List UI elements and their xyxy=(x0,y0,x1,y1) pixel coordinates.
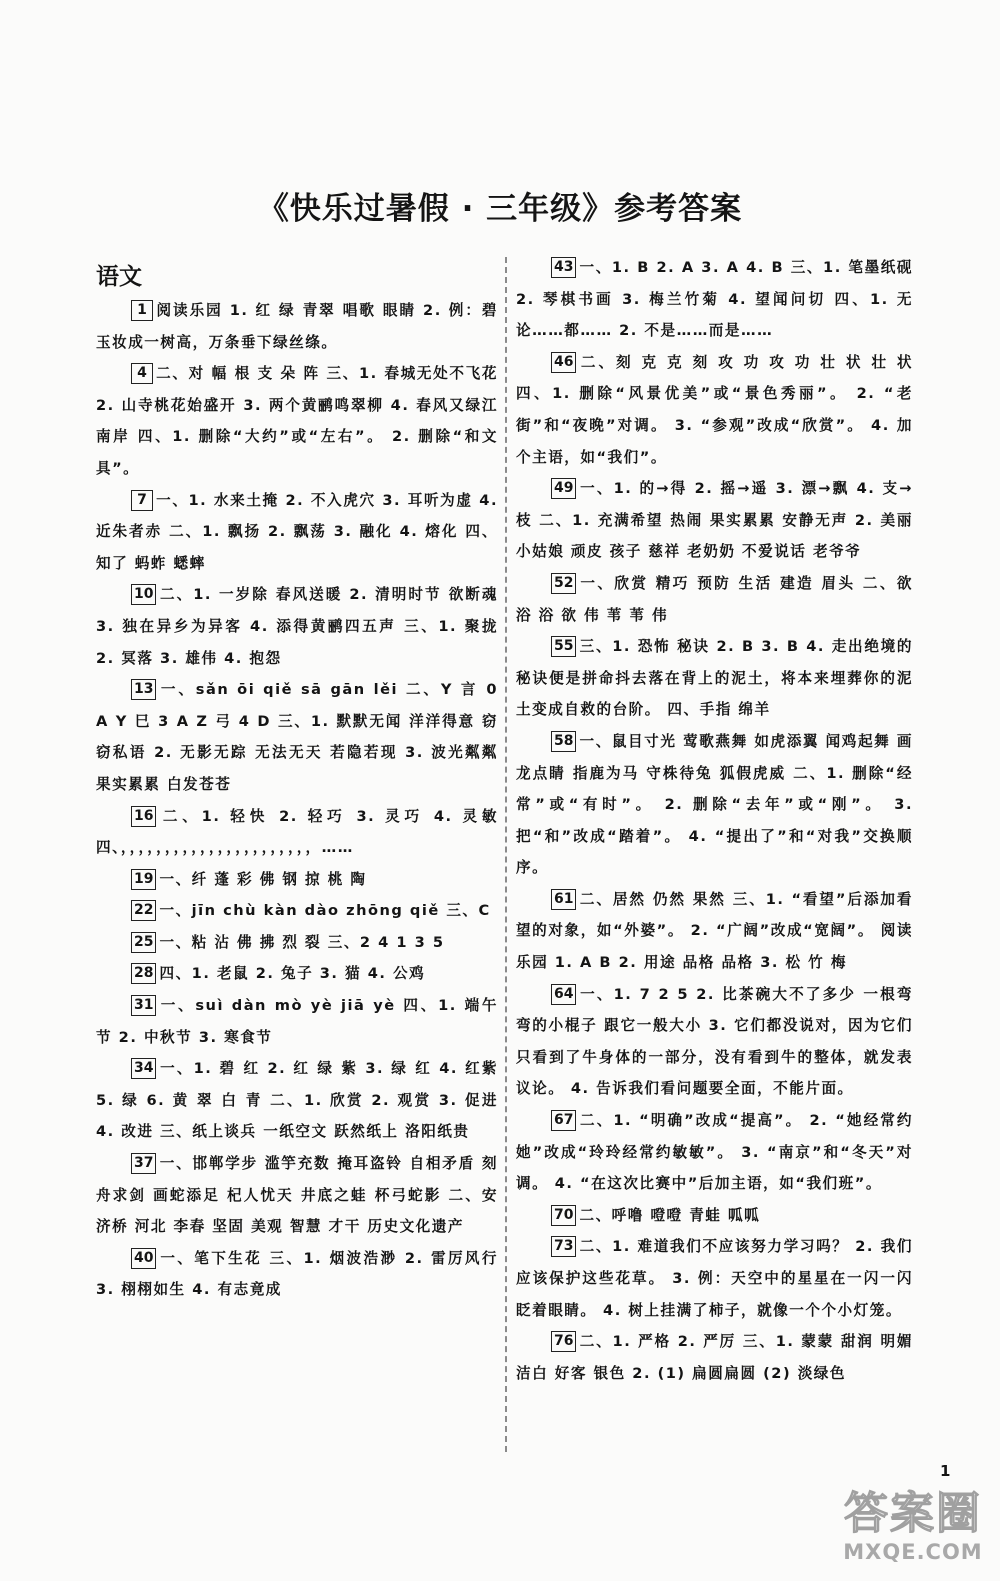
answer-text: 二、刻 克 克 刻 攻 功 攻 功 壮 状 壮 状 四、1. 删除“风景优美”或“景色秀丽”。 2. “老街”和“夜晚”对调。 3. “参观”改成“欣赏”。 4. 加个主语，如“我们”。 xyxy=(516,353,913,466)
page-ref-box: 70 xyxy=(551,1205,576,1226)
page-ref-box: 49 xyxy=(551,478,576,499)
page-ref-box: 55 xyxy=(551,636,576,657)
column-divider xyxy=(505,257,507,1452)
page-ref-box: 10 xyxy=(131,584,156,605)
page-ref-box: 67 xyxy=(551,1110,576,1131)
answer-text: 一、1. 7 2 5 2. 比茶碗大不了多少 一根弯弯的小棍子 跟它一般大小 3. 它们都没说对，因为它们只看到了牛身体的一部分，没有看到牛的整体，就发表议论。 4. 告诉我们看问题要全面，不能片面。 xyxy=(516,985,913,1098)
page-ref-box: 76 xyxy=(551,1331,576,1352)
page-ref-box: 16 xyxy=(131,806,156,827)
answer-text: 一、粘 沾 佛 拂 烈 裂 三、2 4 1 3 5 xyxy=(159,933,445,951)
answer-entry xyxy=(96,801,498,864)
answer-text: 一、1. 的→得 2. 摇→遥 3. 漂→飘 4. 支→枝 二、1. 充满希望 热闹 果实累累 安静无声 2. 美丽 小姑娘 顽皮 孩子 慈祥 老奶奶 不爱说话 老爷爷 xyxy=(516,480,913,561)
page-ref-box: 19 xyxy=(131,869,156,890)
watermark-logo-icon: 答案圈 xyxy=(844,1488,982,1539)
answer-entry xyxy=(96,990,498,1053)
answer-text: 二、呼噜 噔噔 青蛙 呱呱 xyxy=(579,1206,761,1224)
page-ref-box: 61 xyxy=(551,889,576,910)
answer-entry xyxy=(96,895,498,927)
answer-entry xyxy=(516,884,913,979)
answer-entry xyxy=(516,979,913,1105)
answer-entry xyxy=(516,631,913,726)
answer-text: 一、1. 碧 红 2. 红 绿 紫 3. 绿 红 4. 红紫 5. 绿 6. 黄 翠 白 青 二、1. 欣赏 2. 观赏 3. 促进 4. 改进 三、纸上谈兵 一纸空文 跃然纸上 洛阳纸贵 xyxy=(96,1060,498,1141)
answer-entry xyxy=(96,295,498,358)
answer-entry xyxy=(516,473,913,568)
page-title: 《快乐过暑假 · 三年级》参考答案 xyxy=(257,191,743,227)
page-ref-box: 31 xyxy=(131,995,156,1016)
answer-entry xyxy=(96,864,498,896)
answer-text: 一、suì dàn mò yè jiā yè 四、1. 端午节 2. 中秋节 3. 寒食节 xyxy=(96,997,498,1046)
right-column xyxy=(516,252,913,1389)
answer-text: 二、对 幅 根 支 朵 阵 三、1. 春城无处不飞花 2. 山寺桃花始盛开 3. 两个黄鹂鸣翠柳 4. 春风又绿江南岸 四、1. 删除“大约”或“左右”。 2. 删除“和文具”。 xyxy=(96,365,498,477)
page-number: 1 xyxy=(940,1462,951,1480)
answer-entry xyxy=(96,1148,498,1243)
answer-text: 二、1. 难道我们不应该努力学习吗？ 2. 我们应该保护这些花草。 3. 例：天空中的星星在一闪一闪眨着眼睛。 4. 树上挂满了柿子，就像一个个小灯笼。 xyxy=(516,1238,913,1319)
answer-list-left xyxy=(96,295,498,1306)
answer-text: 一、纤 蓬 彩 佛 钢 掠 桃 陶 xyxy=(159,870,367,888)
page-ref-box: 52 xyxy=(551,573,576,594)
page-ref-box: 58 xyxy=(551,731,576,752)
answer-text: 一、笔下生花 三、1. 烟波浩渺 2. 雷厉风行 3. 栩栩如生 4. 有志竟成 xyxy=(96,1249,498,1299)
page-ref-box: 43 xyxy=(551,257,576,278)
answer-list-right xyxy=(516,252,913,1389)
answer-text: 二、1. 一岁除 春风送暖 2. 清明时节 欲断魂 3. 独在异乡为异客 4. 添得黄鹂四五声 三、1. 聚拢 2. 冥落 3. 雄伟 4. 抱怨 xyxy=(96,586,498,667)
answer-text: 四、1. 老鼠 2. 兔子 3. 猫 4. 公鸡 xyxy=(159,965,426,983)
answer-text: 一、jīn chù kàn dào zhōng qiě 三、C xyxy=(159,902,491,920)
answer-text: 一、邯郸学步 滥竽充数 掩耳盗铃 自相矛盾 刻舟求剑 画蛇添足 杞人忧天 井底之蛙 杯弓蛇影 二、安济桥 河北 李春 坚固 美观 智慧 才干 历史文化遗产 xyxy=(96,1155,498,1236)
page-ref-box: 34 xyxy=(131,1058,156,1079)
answer-entry xyxy=(516,347,913,473)
page-ref-box: 37 xyxy=(131,1153,156,1174)
page-ref-box: 25 xyxy=(131,932,156,953)
answer-text: 一、鼠目寸光 莺歌燕舞 如虎添翼 闻鸡起舞 画龙点睛 指鹿为马 守株待兔 狐假虎威 二、1. 删除“经常”或“有时”。 2. 删除“去年”或“刚”。 3. 把“和”改成“踏着”。 4. “提出了”和“对我”交换顺序。 xyxy=(516,732,913,877)
answer-entry xyxy=(516,568,913,631)
answer-text: 一、欣赏 精巧 预防 生活 建造 眉头 二、欲 浴 浴 欲 伟 苇 苇 伟 xyxy=(516,574,913,624)
answer-text: 二、居然 仍然 果然 三、1. “看望”后添加看望的对象，如“外婆”。 2. “广阔”改成“宽阔”。 阅读乐园 1. A B 2. 用途 品格 品格 3. 松 竹 梅 xyxy=(516,890,913,972)
page-ref-box: 73 xyxy=(551,1236,576,1257)
page-ref-box: 28 xyxy=(131,963,156,984)
watermark-logo xyxy=(838,1488,988,1573)
answer-text: 一、1. B 2. A 3. A 4. B 三、1. 笔墨纸砚 2. 琴棋书画 3. 梅兰竹菊 4. 望闻问切 四、1. 无论……都…… 2. 不是……而是…… xyxy=(516,259,913,340)
page-ref-box: 7 xyxy=(131,490,153,511)
answer-entry xyxy=(516,1105,913,1200)
answer-entry xyxy=(516,1200,913,1232)
watermark-site: MXQE.COM xyxy=(843,1540,983,1564)
subject-heading: 语文 xyxy=(96,264,142,290)
answer-entry xyxy=(96,927,498,959)
answer-text: 二、1. 严格 2. 严厉 三、1. 蒙蒙 甜润 明媚 洁白 好客 银色 2. (1) 扁圆扁圆 (2) 淡绿色 xyxy=(516,1333,913,1382)
answer-entry xyxy=(516,1326,913,1389)
answer-text: 一、sǎn ōi qiě sā gān lěi 二、Y 言 0 A Y 巳 3 A Z 弓 4 D 三、1. 默默无闻 洋洋得意 窃窃私语 2. 无影无踪 无法无天 若隐若现 3. 波光粼粼 果实累累 白发苍苍 xyxy=(96,681,498,793)
page-ref-box: 40 xyxy=(131,1248,156,1269)
answer-text: 二、1. 轻快 2. 轻巧 3. 灵巧 4. 灵敏 四、，，，，，，，，，，，，，，，，，，，，，，…… xyxy=(96,807,498,857)
page-ref-box: 4 xyxy=(131,363,153,384)
answer-entry xyxy=(96,485,498,580)
page-ref-box: 1 xyxy=(131,300,153,321)
left-column xyxy=(96,252,498,1306)
answer-entry xyxy=(516,1231,913,1326)
answer-entry xyxy=(96,674,498,800)
answer-entry xyxy=(96,579,498,674)
page-ref-box: 64 xyxy=(551,984,576,1005)
page-ref-box: 46 xyxy=(551,352,576,373)
answer-entry xyxy=(516,252,913,347)
answer-entry xyxy=(96,1053,498,1148)
page-ref-box: 22 xyxy=(131,900,156,921)
page-ref-box: 13 xyxy=(131,679,156,700)
answer-entry xyxy=(96,1243,498,1306)
answer-text: 一、1. 水来土掩 2. 不入虎穴 3. 耳听为虚 4. 近朱者赤 二、1. 飘扬 2. 飘荡 3. 融化 4. 熔化 四、知了 蚂蚱 蟋蟀 xyxy=(96,491,498,572)
answer-text: 三、1. 恐怖 秘诀 2. B 3. B 4. 走出绝境的秘诀便是拼命抖去落在背上的泥土，将本来埋葬你的泥土变成自救的台阶。 四、手指 绵羊 xyxy=(516,638,913,719)
answer-text: 二、1. “明确”改成“提高”。 2. “她经常约她”改成“玲玲经常约敏敏”。 3. “南京”和“冬天”对调。 4. “在这次比赛中”后加主语，如“我们班”。 xyxy=(516,1112,913,1193)
answer-entry xyxy=(96,958,498,990)
answer-text: 阅读乐园 1. 红 绿 青翠 唱歌 眼睛 2. 例：碧玉妆成一树高，万条垂下绿丝绦。 xyxy=(96,302,498,351)
answer-entry xyxy=(96,358,498,484)
answer-entry xyxy=(516,726,913,884)
